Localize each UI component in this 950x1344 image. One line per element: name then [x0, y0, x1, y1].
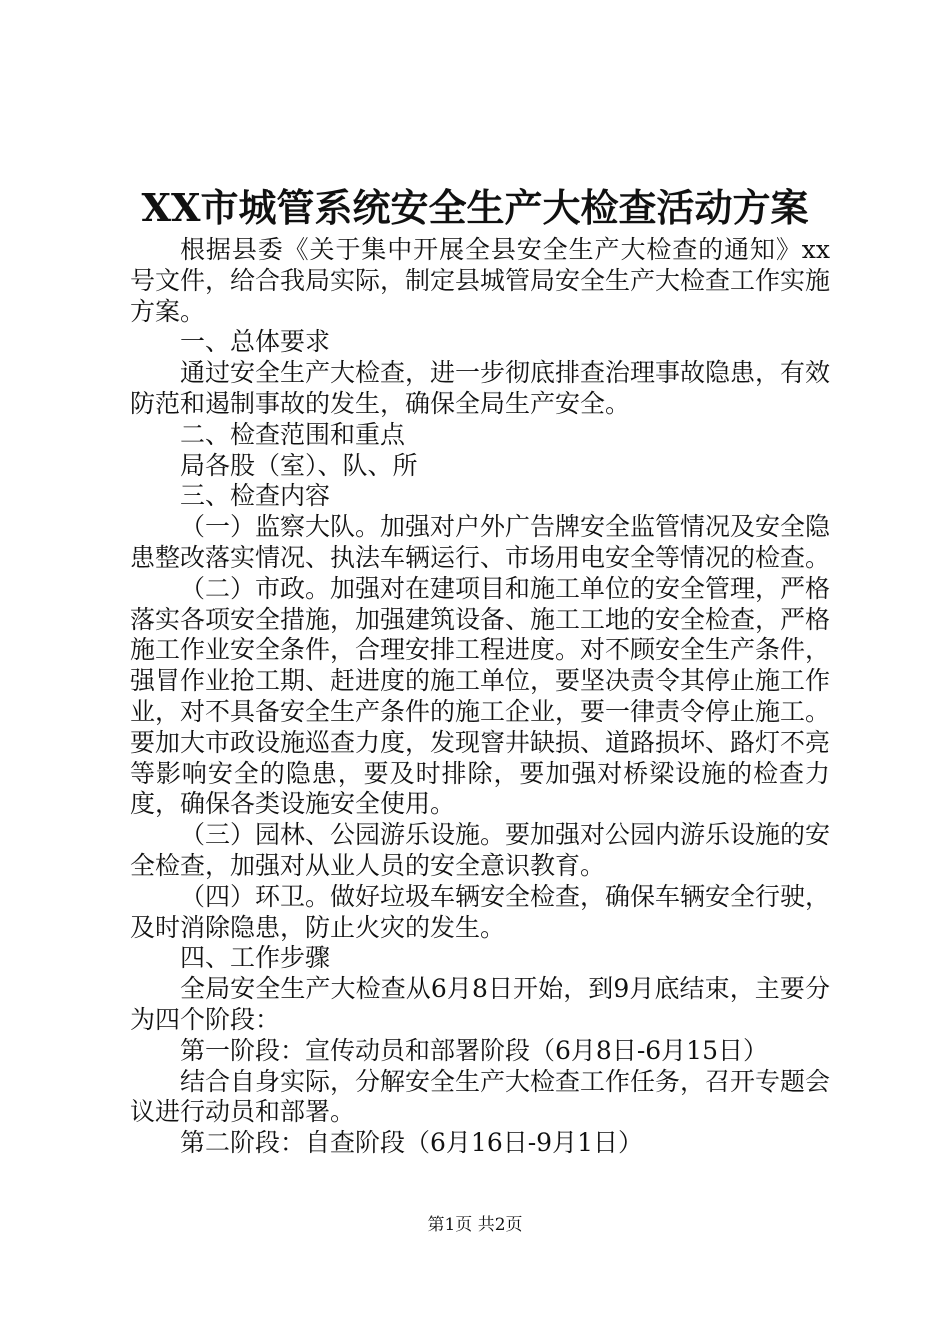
- paragraph-work-steps: 全局安全生产大检查从6月8日开始，到9月底结束，主要分为四个阶段：: [130, 974, 830, 1034]
- paragraph-general-requirements: 通过安全生产大检查，进一步彻底排查治理事故隐患，有效防范和遏制事故的发生，确保全局生产安全。: [130, 358, 831, 418]
- paragraph-inspection-scope: 局各股（室）、队、所: [180, 450, 418, 480]
- page-footer: 第1页 共2页: [427, 1215, 523, 1235]
- paragraph-content-municipal: （二）市政。加强对在建项目和施工单位的安全管理，严格落实各项安全措施，加强建筑设备、施工工地的安全检查，严格施工作业安全条件，合理安排工程进度。对不顾安全生产条件，强冒作业抢工期、赶进度的施工单位，要坚决责令其停止施工作业，对不具备安全生产条件的施工企业，要一律责令停止施工。要加大市政设施巡查力度，发现窨井缺损、道路损坏、路灯不亮等影响安全的隐患，要及时排除，要加强对桥梁设施的检查力度，确保各类设施安全使用。: [130, 573, 831, 819]
- heading-inspection-content: 三、检查内容: [180, 481, 331, 511]
- document-body: [130, 235, 830, 1159]
- paragraph-stage-one: 结合自身实际，分解安全生产大检查工作任务，召开专题会议进行动员和部署。: [130, 1066, 831, 1127]
- heading-general-requirements: 一、总体要求: [180, 327, 331, 357]
- paragraph-content-parks: （三）园林、公园游乐设施。要加强对公园内游乐设施的安全检查，加强对从业人员的安全意识教育。: [130, 820, 831, 880]
- heading-work-steps: 四、工作步骤: [180, 943, 331, 973]
- heading-stage-two: 第二阶段：自查阶段（6月16日-9月1日）: [180, 1128, 643, 1158]
- heading-stage-one: 第一阶段：宣传动员和部署阶段（6月8日-6月15日）: [180, 1035, 768, 1065]
- heading-inspection-scope: 二、检查范围和重点: [180, 419, 406, 449]
- paragraph-content-sanitation: （四）环卫。做好垃圾车辆安全检查，确保车辆安全行驶，及时消除隐患，防止火灾的发生。: [130, 881, 831, 942]
- document-title: XX市城管系统安全生产大检查活动方案: [141, 185, 809, 230]
- paragraph-intro: 根据县委《关于集中开展全县安全生产大检查的通知》xx号文件，给合我局实际，制定县城管局安全生产大检查工作实施方案。: [130, 235, 831, 326]
- paragraph-content-supervision: （一）监察大队。加强对户外广告牌安全监管情况及安全隐患整改落实情况、执法车辆运行、市场用电安全等情况的检查。: [130, 512, 831, 572]
